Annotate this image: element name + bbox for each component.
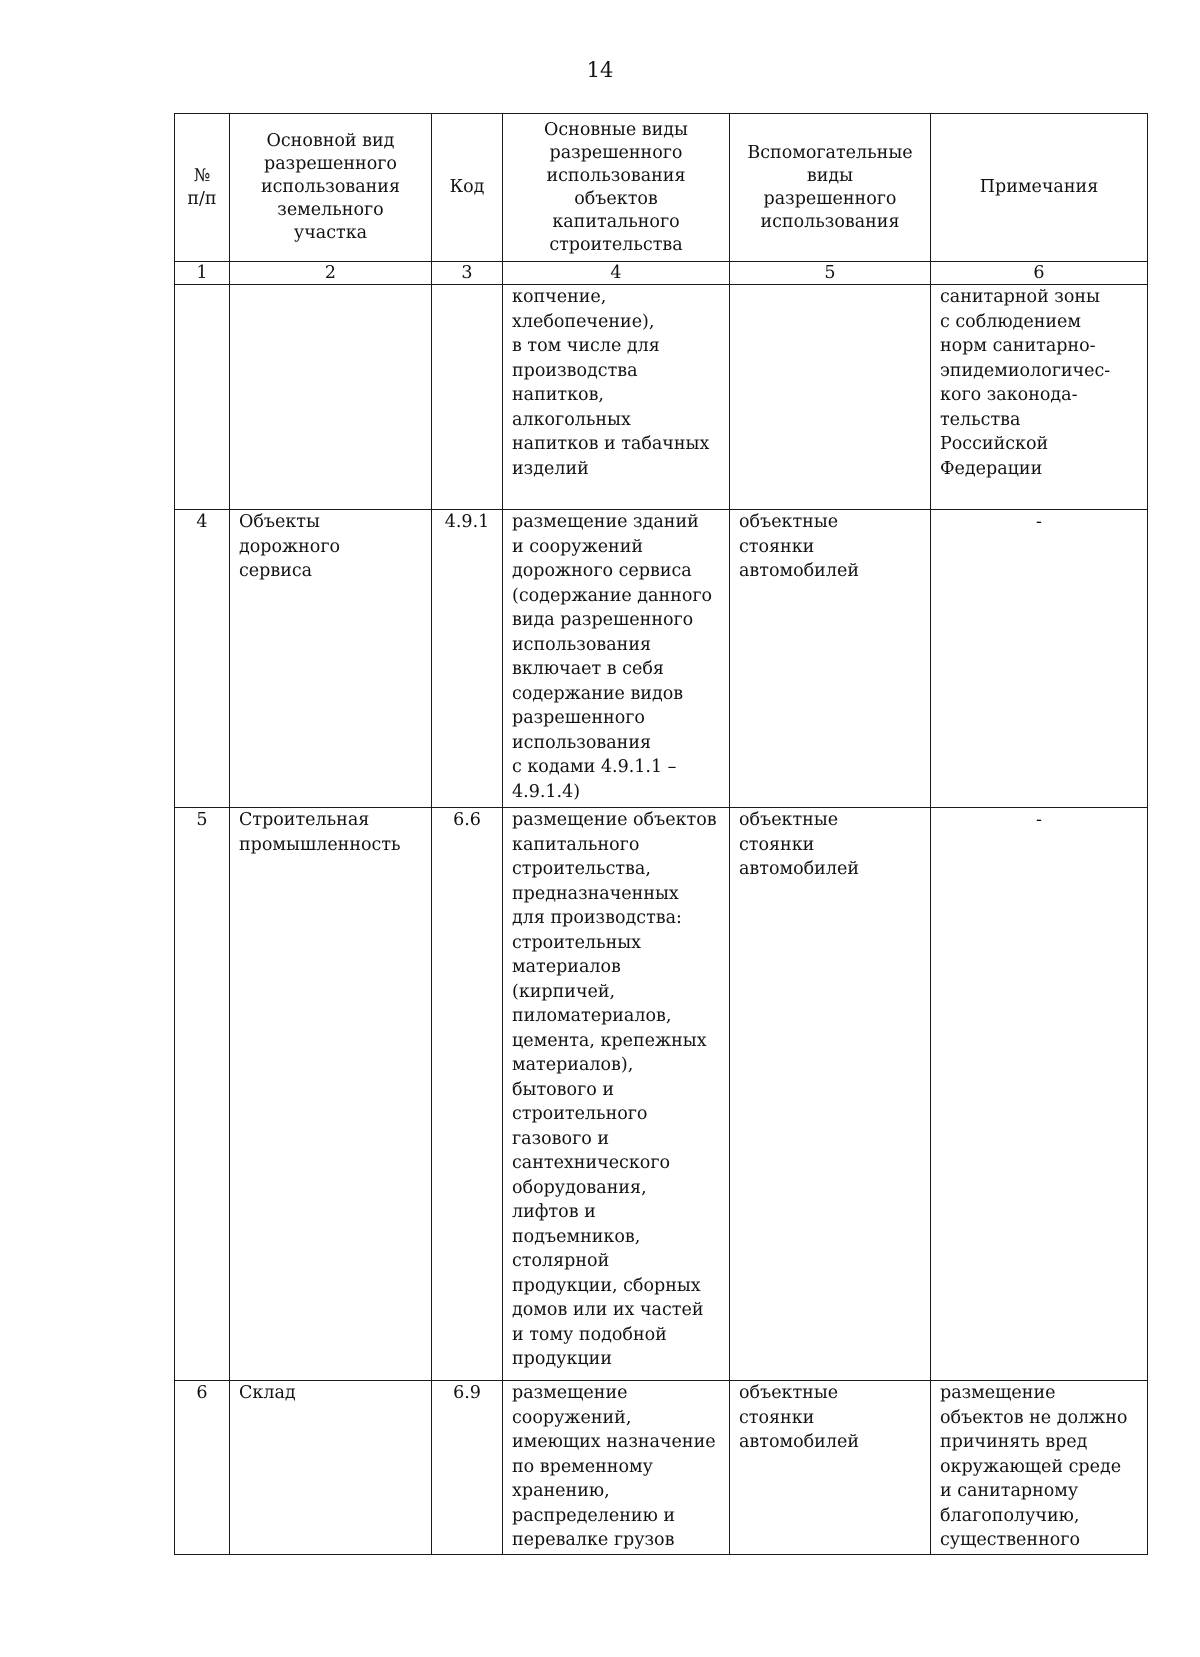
text-line: существенного (940, 1530, 1080, 1550)
text-line: размещение (512, 1383, 628, 1403)
text-line: и сооружений (512, 536, 644, 557)
text-line: в том числе для (512, 336, 660, 356)
text-line: материалов), (512, 1055, 634, 1075)
main-objects-cell (503, 808, 730, 1381)
text-line: объектные (739, 810, 839, 830)
text-line: столярной (512, 1251, 610, 1271)
text-line: включает в себя (512, 659, 664, 679)
header-main-type: Основной вид разрешенного использования земельного участка (230, 114, 432, 262)
text-line: стоянки (739, 536, 815, 557)
num-cell: 4 (175, 510, 230, 808)
text-line: сооружений, (512, 1407, 632, 1428)
text-line: копчение, (512, 287, 607, 307)
main-type-cell (230, 510, 432, 808)
column-number-row (175, 262, 1148, 285)
notes-cell: - (931, 808, 1148, 1381)
text-line: Строительная (239, 810, 370, 830)
text-line: Федерации (940, 458, 1043, 479)
page-number: 14 (586, 58, 614, 82)
header-row (175, 114, 1148, 262)
text-line: изделий (512, 458, 589, 479)
text-line: дорожного (239, 536, 341, 557)
text-line: объектные (739, 512, 839, 532)
text-line: бытового и (512, 1079, 615, 1100)
text-line: сантехнического (512, 1153, 671, 1173)
text-line: строительства, (512, 859, 651, 879)
main-objects-cell (503, 285, 730, 510)
header-notes: Примечания (931, 114, 1148, 262)
text-line: эпидемиологичес- (940, 360, 1111, 381)
text-line: строительного (512, 1104, 648, 1124)
notes-cell: - (931, 510, 1148, 808)
text-line: 4.9.1.4) (512, 781, 581, 802)
column-number: 1 (175, 262, 230, 285)
text-line: материалов (512, 957, 621, 977)
text-line: перевалке грузов (512, 1530, 675, 1550)
text-line: (содержание данного (512, 585, 713, 606)
text-line: объектные (739, 1383, 839, 1403)
text-line: домов или их частей (512, 1300, 704, 1320)
text-line: автомобилей (739, 1432, 859, 1452)
code-cell: 6.9 (432, 1381, 503, 1555)
header-num: № п/п (175, 114, 230, 262)
text-line: продукции (512, 1349, 612, 1369)
text-line: размещение объектов (512, 810, 717, 830)
notes-cell (931, 1381, 1148, 1555)
main-type-cell (230, 285, 432, 510)
text-line: Российской (940, 434, 1049, 454)
auxiliary-cell (730, 808, 931, 1381)
text-line: предназначенных (512, 883, 679, 904)
text-line: размещение (940, 1383, 1056, 1403)
text-line: пиломатериалов, (512, 1006, 672, 1026)
text-line: сервиса (239, 561, 313, 581)
column-number: 5 (730, 262, 931, 285)
text-line: и санитарному (940, 1481, 1079, 1501)
table-row (175, 1381, 1148, 1555)
text-line: имеющих назначение (512, 1432, 716, 1452)
text-line: причинять вред (940, 1432, 1088, 1452)
text-line: автомобилей (739, 859, 859, 879)
text-line: дорожного сервиса (512, 561, 692, 581)
text-line: для производства: (512, 908, 682, 928)
text-line: Склад (239, 1383, 296, 1403)
header-main-objects: Основные виды разрешенного использования объектов капитального строительства (503, 114, 730, 262)
text-line: продукции, сборных (512, 1275, 701, 1296)
column-number: 6 (931, 262, 1148, 285)
text-line: напитков, (512, 385, 604, 405)
text-line: оборудования, (512, 1177, 647, 1198)
table-row-continuation (175, 285, 1148, 510)
auxiliary-cell (730, 285, 931, 510)
main-type-cell (230, 808, 432, 1381)
column-number: 3 (432, 262, 503, 285)
code-cell: 6.6 (432, 808, 503, 1381)
column-number: 4 (503, 262, 730, 285)
text-line: напитков и табачных (512, 434, 710, 454)
column-number: 2 (230, 262, 432, 285)
text-line: с соблюдением (940, 311, 1082, 332)
text-line: хранению, (512, 1481, 610, 1501)
code-cell: 4.9.1 (432, 510, 503, 808)
text-line: капитального (512, 834, 640, 855)
text-line: промышленность (239, 834, 401, 855)
table-row (175, 808, 1148, 1381)
main-objects-cell (503, 510, 730, 808)
text-line: использования (512, 634, 652, 655)
text-line: использования (512, 732, 652, 753)
text-line: и тому подобной (512, 1324, 667, 1345)
table-row (175, 510, 1148, 808)
code-cell (432, 285, 503, 510)
text-line: размещение зданий (512, 512, 699, 532)
text-line: лифтов и (512, 1202, 596, 1222)
auxiliary-cell (730, 1381, 931, 1555)
main-objects-cell (503, 1381, 730, 1555)
text-line: цемента, крепежных (512, 1030, 707, 1051)
header-code: Код (432, 114, 503, 262)
text-line: стоянки (739, 1407, 815, 1428)
text-line: Объекты (239, 512, 320, 532)
num-cell (175, 285, 230, 510)
num-cell: 6 (175, 1381, 230, 1555)
text-line: кого законода- (940, 385, 1078, 405)
text-line: благополучию, (940, 1505, 1080, 1526)
auxiliary-cell (730, 510, 931, 808)
notes-cell (931, 285, 1148, 510)
text-line: вида разрешенного (512, 610, 694, 630)
text-line: алкогольных (512, 409, 631, 430)
text-line: (кирпичей, (512, 981, 616, 1002)
text-line: разрешенного (512, 708, 645, 728)
text-line: содержание видов (512, 683, 684, 704)
text-line: строительных (512, 932, 642, 953)
text-line: с кодами 4.9.1.1 – (512, 757, 677, 777)
text-line: распределению и (512, 1505, 676, 1526)
text-line: газового и (512, 1128, 610, 1149)
land-use-table (174, 113, 1148, 1555)
text-line: хлебопечение), (512, 311, 655, 332)
num-cell: 5 (175, 808, 230, 1381)
main-type-cell (230, 1381, 432, 1555)
text-line: санитарной зоны (940, 287, 1100, 307)
text-line: подъемников, (512, 1226, 641, 1247)
text-line: окружающей среде (940, 1456, 1122, 1477)
text-line: стоянки (739, 834, 815, 855)
text-line: тельства (940, 409, 1021, 430)
text-line: объектов не должно (940, 1407, 1128, 1428)
header-auxiliary: Вспомогательные виды разрешенного использования (730, 114, 931, 262)
text-line: производства (512, 360, 638, 381)
text-line: норм санитарно- (940, 336, 1096, 356)
text-line: автомобилей (739, 561, 859, 581)
text-line: по временному (512, 1456, 653, 1477)
